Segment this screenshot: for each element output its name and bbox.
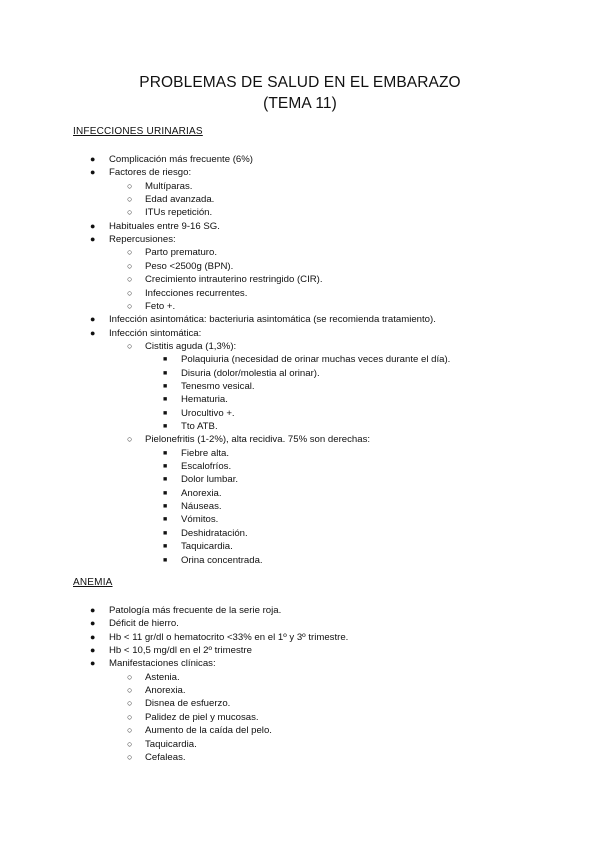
bullet-level2-icon: ○	[127, 260, 133, 271]
bullet-level3-icon: ■	[163, 529, 168, 537]
list-item: Hematuria.	[181, 394, 228, 406]
bullet-level2-icon: ○	[127, 725, 133, 736]
bullet-level1-icon: ●	[90, 167, 96, 178]
bullet-level3-icon: ■	[163, 382, 168, 390]
list-item: Déficit de hierro.	[109, 618, 179, 630]
bullet-level2-icon: ○	[127, 340, 133, 351]
list-item: Astenia.	[145, 671, 180, 683]
bullet-level3-icon: ■	[163, 489, 168, 497]
list-item: Taquicardia.	[181, 541, 233, 553]
list-item: Manifestaciones clínicas:	[109, 658, 216, 670]
list-item: Tto ATB.	[181, 421, 218, 432]
bullet-level3-icon: ■	[163, 556, 168, 564]
section-heading: INFECCIONES URINARIAS	[73, 126, 203, 137]
bullet-level1-icon: ●	[90, 234, 96, 245]
bullet-level2-icon: ○	[127, 300, 133, 311]
bullet-level3-icon: ■	[163, 516, 168, 524]
bullet-level2-icon: ○	[127, 247, 133, 258]
section-heading: ANEMIA	[73, 577, 113, 588]
bullet-level2-icon: ○	[127, 287, 133, 298]
list-item: Infección asintomática: bacteriuria asintomática (se recomienda tratamiento).	[109, 314, 436, 326]
bullet-level2-icon: ○	[127, 207, 133, 218]
bullet-level1-icon: ●	[90, 154, 96, 164]
list-item: Escalofríos.	[181, 461, 232, 473]
list-item: Feto +.	[145, 300, 176, 312]
list-item: Cistitis aguda (1,3%):	[145, 340, 237, 352]
bullet-level1-icon: ●	[90, 645, 96, 656]
document-title: PROBLEMAS DE SALUD EN EL EMBARAZO	[139, 74, 461, 91]
list-item: Cefaleas.	[145, 751, 186, 763]
list-item: Fiebre alta.	[181, 447, 229, 459]
bullet-level1-icon: ●	[90, 658, 96, 669]
bullet-level3-icon: ■	[163, 463, 168, 471]
list-item: Infección sintomática:	[109, 327, 202, 339]
list-item: Edad avanzada.	[145, 194, 215, 206]
list-item: Complicación más frecuente (6%)	[109, 154, 253, 165]
bullet-level2-icon: ○	[127, 738, 133, 749]
list-item: Deshidratación.	[181, 527, 248, 539]
list-item: Anorexia.	[181, 487, 222, 499]
list-item: Orina concentrada.	[181, 554, 263, 566]
bullet-level3-icon: ■	[163, 409, 168, 417]
list-item: Patología más frecuente de la serie roja.	[109, 605, 282, 616]
bullet-level3-icon: ■	[163, 356, 168, 364]
list-item: Crecimiento intrauterino restringido (CIR).	[145, 274, 323, 286]
list-item: Náuseas.	[181, 501, 222, 513]
bullet-level3-icon: ■	[163, 369, 168, 377]
list-item: Dolor lumbar.	[181, 474, 239, 486]
list-item: Habituales entre 9-16 SG.	[109, 220, 220, 232]
bullet-level2-icon: ○	[127, 711, 133, 722]
list-item: Factores de riesgo:	[109, 167, 192, 179]
list-item: Urocultivo +.	[181, 407, 235, 419]
list-item: ITUs repetición.	[145, 207, 213, 219]
list-item: Hb < 11 gr/dl o hematocrito <33% en el 1º y 3º trimestre.	[109, 631, 349, 643]
bullet-level3-icon: ■	[163, 449, 168, 457]
bullet-level2-icon: ○	[127, 180, 133, 191]
bullet-level2-icon: ○	[127, 698, 133, 709]
bullet-level3-icon: ■	[163, 503, 168, 511]
list-item: Anorexia.	[145, 685, 186, 697]
list-item: Repercusiones:	[109, 234, 176, 246]
bullet-level1-icon: ●	[90, 618, 96, 629]
list-item: Vómitos.	[181, 514, 219, 526]
bullet-level1-icon: ●	[90, 605, 96, 615]
list-item: Hb < 10,5 mg/dl en el 2º trimestre	[109, 645, 252, 657]
bullet-level2-icon: ○	[127, 751, 133, 762]
bullet-level2-icon: ○	[127, 685, 133, 696]
list-item: Pielonefritis (1-2%), alta recidiva. 75% son derechas:	[145, 434, 371, 446]
bullet-level1-icon: ●	[90, 220, 96, 231]
bullet-level2-icon: ○	[127, 274, 133, 285]
bullet-level2-icon: ○	[127, 434, 133, 445]
list-item: Taquicardia.	[145, 738, 197, 750]
document-subtitle: (TEMA 11)	[263, 95, 337, 112]
list-item: Infecciones recurrentes.	[145, 287, 248, 299]
list-item: Parto prematuro.	[145, 247, 217, 259]
bullet-level3-icon: ■	[163, 396, 168, 404]
bullet-level2-icon: ○	[127, 194, 133, 205]
list-item: Polaquiuria (necesidad de orinar muchas veces durante el día).	[181, 354, 451, 366]
bullet-level2-icon: ○	[127, 671, 133, 682]
bullet-level3-icon: ■	[163, 476, 168, 484]
list-item: Tenesmo vesical.	[181, 380, 255, 392]
list-item: Aumento de la caída del pelo.	[145, 725, 272, 737]
bullet-level1-icon: ●	[90, 631, 96, 642]
list-item: Multíparas.	[145, 180, 193, 192]
list-item: Peso <2500g (BPN).	[145, 260, 234, 272]
list-item: Disnea de esfuerzo.	[145, 698, 231, 710]
bullet-level1-icon: ●	[90, 314, 96, 325]
list-item: Disuria (dolor/molestia al orinar).	[181, 367, 320, 379]
bullet-level3-icon: ■	[163, 543, 168, 551]
list-item: Palidez de piel y mucosas.	[145, 711, 259, 723]
bullet-level3-icon: ■	[163, 423, 168, 430]
bullet-level1-icon: ●	[90, 327, 96, 338]
